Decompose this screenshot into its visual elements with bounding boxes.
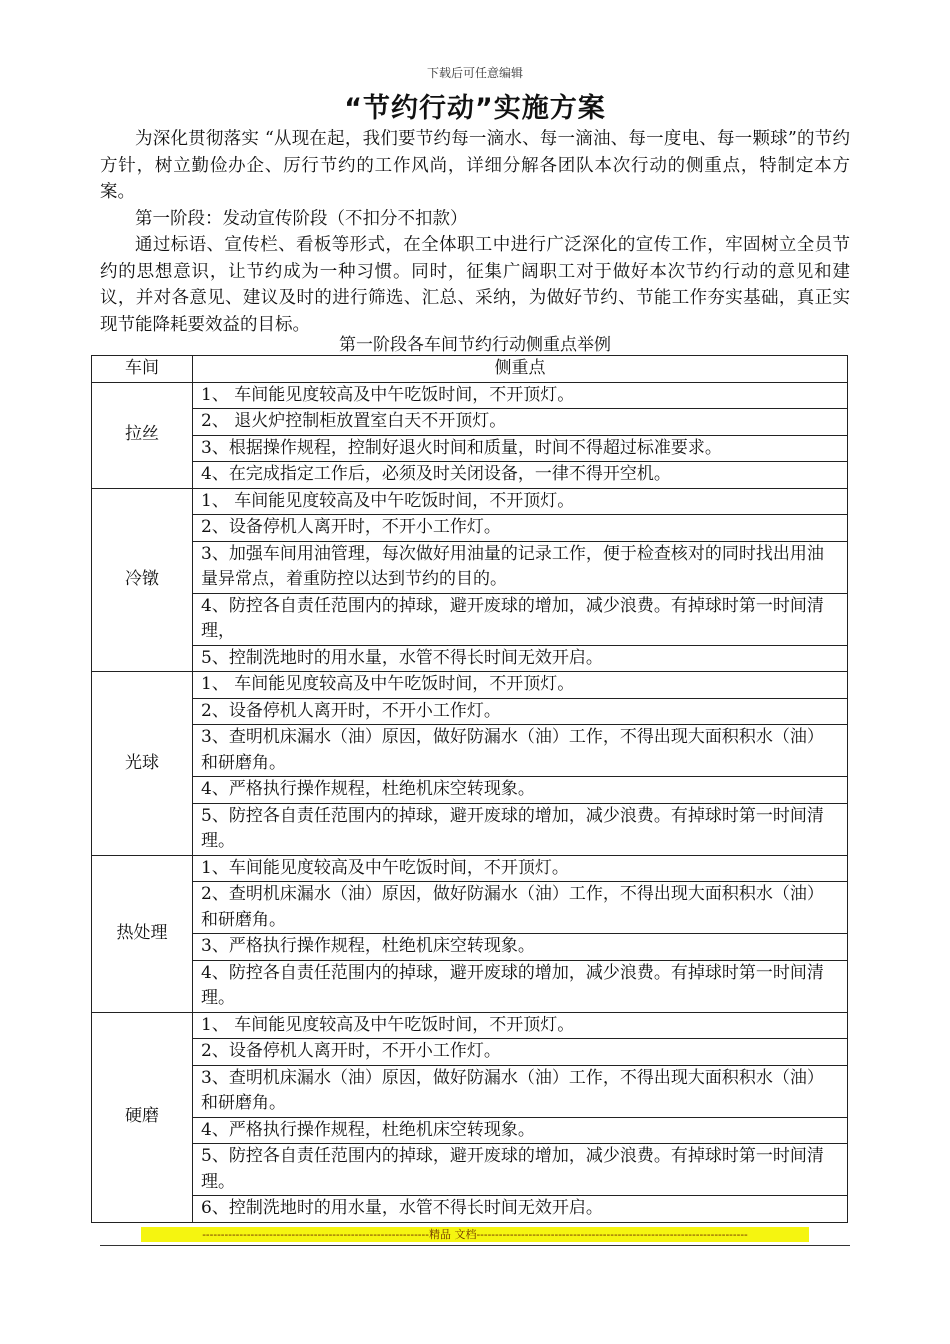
table-row — [92, 777, 848, 804]
table-row — [92, 382, 848, 409]
table-row — [92, 593, 848, 645]
workshop-cell: 拉丝 — [92, 382, 193, 488]
table-row — [92, 1065, 848, 1117]
table-header-row — [92, 356, 848, 383]
table-row — [92, 541, 848, 593]
table-row — [92, 725, 848, 777]
focus-item-cell: 6、控制洗地时的用水量，水管不得长时间无效开启。 — [193, 1196, 848, 1223]
focus-item-cell: 2、查明机床漏水（油）原因，做好防漏水（油）工作，不得出现大面积积水（油）和研磨角。 — [193, 882, 848, 934]
focus-item-cell: 5、防控各自责任范围内的掉球，避开废球的增加，减少浪费。有掉球时第一时间清理。 — [193, 1144, 848, 1196]
focus-item-cell: 3、严格执行操作规程，杜绝机床空转现象。 — [193, 934, 848, 961]
table-row — [92, 934, 848, 961]
focus-item-cell: 3、查明机床漏水（油）原因，做好防漏水（油）工作，不得出现大面积积水（油）和研磨角。 — [193, 1065, 848, 1117]
focus-item-cell: 2、设备停机人离开时，不开小工作灯。 — [193, 1039, 848, 1066]
footer-banner: -------------------------------------------------------------精品 文档------------------------------------------------------------------------- — [141, 1227, 809, 1242]
focus-item-cell: 4、防控各自责任范围内的掉球，避开废球的增加，减少浪费。有掉球时第一时间清理， — [193, 593, 848, 645]
focus-item-cell: 1、 车间能见度较高及中午吃饭时间，不开顶灯。 — [193, 382, 848, 409]
focus-item-cell: 1、车间能见度较高及中午吃饭时间，不开顶灯。 — [193, 855, 848, 882]
focus-item-cell: 3、查明机床漏水（油）原因，做好防漏水（油）工作，不得出现大面积积水（油）和研磨角。 — [193, 725, 848, 777]
body-text — [100, 126, 850, 338]
table-row — [92, 1039, 848, 1066]
focus-item-cell: 3、根据操作规程，控制好退火时间和质量，时间不得超过标准要求。 — [193, 435, 848, 462]
focus-item-cell: 1、 车间能见度较高及中午吃饭时间，不开顶灯。 — [193, 672, 848, 699]
table-row — [92, 462, 848, 489]
table-caption: 第一阶段各车间节约行动侧重点举例 — [339, 335, 611, 355]
document-title: “节约行动”实施方案 — [344, 93, 606, 124]
focus-item-cell: 2、设备停机人离开时，不开小工作灯。 — [193, 698, 848, 725]
table-row — [92, 803, 848, 855]
table-row — [92, 855, 848, 882]
table-row — [92, 409, 848, 436]
table-body — [92, 382, 848, 1222]
table-row — [92, 698, 848, 725]
table-row — [92, 960, 848, 1012]
focus-item-cell: 5、控制洗地时的用水量，水管不得长时间无效开启。 — [193, 645, 848, 672]
workshop-cell: 热处理 — [92, 855, 193, 1012]
table-row — [92, 672, 848, 699]
table-row — [92, 882, 848, 934]
focus-item-cell: 4、防控各自责任范围内的掉球，避开废球的增加，减少浪费。有掉球时第一时间清理。 — [193, 960, 848, 1012]
stage-heading: 第一阶段：发动宣传阶段（不扣分不扣款） — [135, 208, 468, 229]
focus-item-cell: 2、设备停机人离开时，不开小工作灯。 — [193, 515, 848, 542]
stage-description: 通过标语、宣传栏、看板等形式，在全体职工中进行广泛深化的宣传工作，牢固树立全员节约的思想意识，让节约成为一种习惯。同时，征集广阔职工对于做好本次节约行动的意见和建议，并对各意见、建议及时的进行筛选、汇总、采纳，为做好节约、节能工作夯实基础，真正实现节能降耗要效益的目标。 — [100, 235, 850, 335]
workshop-focus-table — [91, 355, 848, 1223]
workshop-cell: 光球 — [92, 672, 193, 856]
workshop-cell: 硬磨 — [92, 1012, 193, 1222]
table-row — [92, 1144, 848, 1196]
intro-paragraph: 为深化贯彻落实 “从现在起，我们要节约每一滴水、每一滴油、每一度电、每一颗球”的节约方针，树立勤俭办企、厉行节约的工作风尚，详细分解各团队本次行动的侧重点，特制定本方案。 — [100, 129, 850, 202]
header-workshop: 车间 — [92, 356, 193, 383]
focus-item-cell: 1、 车间能见度较高及中午吃饭时间，不开顶灯。 — [193, 488, 848, 515]
focus-item-cell: 1、 车间能见度较高及中午吃饭时间，不开顶灯。 — [193, 1012, 848, 1039]
table-row — [92, 1012, 848, 1039]
table-row — [92, 488, 848, 515]
table-row — [92, 1117, 848, 1144]
focus-item-cell: 2、 退火炉控制柜放置室白天不开顶灯。 — [193, 409, 848, 436]
header-focus: 侧重点 — [193, 356, 848, 383]
focus-item-cell: 3、加强车间用油管理，每次做好用油量的记录工作，便于检查核对的同时找出用油量异常点，着重防控以达到节约的目的。 — [193, 541, 848, 593]
table-row — [92, 645, 848, 672]
table-row — [92, 1196, 848, 1223]
header-note: 下载后可任意编辑 — [426, 66, 523, 80]
workshop-cell: 冷镦 — [92, 488, 193, 672]
focus-item-cell: 5、防控各自责任范围内的掉球，避开废球的增加，减少浪费。有掉球时第一时间清理。 — [193, 803, 848, 855]
table-row — [92, 515, 848, 542]
footer-divider — [100, 1245, 850, 1246]
focus-item-cell: 4、严格执行操作规程，杜绝机床空转现象。 — [193, 777, 848, 804]
focus-item-cell: 4、严格执行操作规程，杜绝机床空转现象。 — [193, 1117, 848, 1144]
table-row — [92, 435, 848, 462]
focus-item-cell: 4、在完成指定工作后，必须及时关闭设备，一律不得开空机。 — [193, 462, 848, 489]
